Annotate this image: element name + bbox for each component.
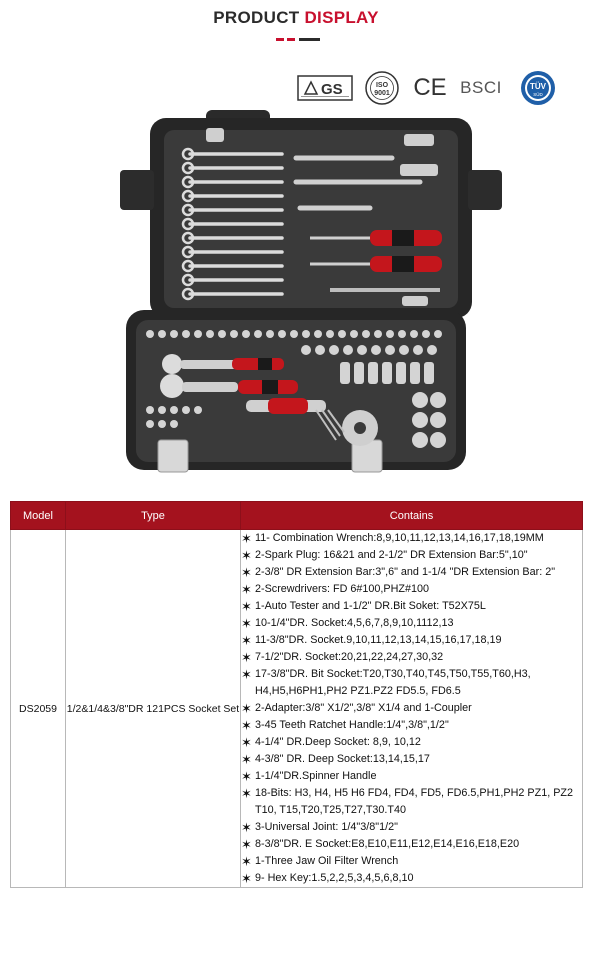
header-model: Model (11, 502, 66, 530)
list-item: ✶ 7-1/2"DR. Socket:20,21,22,24,27,30,32 (241, 650, 444, 665)
star-bullet-icon: ✶ (241, 531, 252, 546)
specification-table (10, 501, 583, 888)
star-bullet-icon: ✶ (241, 718, 252, 733)
bsci-logo: BSCI (460, 78, 502, 97)
svg-text:9001: 9001 (374, 90, 390, 97)
iso-9001-icon (362, 68, 402, 108)
table-row (11, 530, 583, 888)
title-word-display: DISPLAY (304, 8, 379, 27)
list-item: ✶ 1-Three Jaw Oil Filter Wrench (241, 854, 399, 869)
star-bullet-icon: ✶ (241, 548, 252, 563)
list-item: ✶ 3-45 Teeth Ratchet Handle:1/4",3/8",1/2" (241, 718, 449, 733)
gs-mark-icon (296, 68, 354, 108)
star-bullet-icon: ✶ (241, 786, 252, 801)
svg-text:ISO: ISO (375, 82, 389, 89)
list-item: ✶ 11-3/8"DR. Socket.9,10,11,12,13,14,15,16,17,18,19 (241, 633, 502, 648)
cell-model: DS2059 (11, 530, 66, 888)
underline-dash (276, 38, 284, 41)
table-header-row (11, 502, 583, 530)
star-bullet-icon: ✶ (241, 854, 252, 869)
star-bullet-icon: ✶ (241, 599, 252, 614)
list-item: ✶ 1-Auto Tester and 1-1/2" DR.Bit Soket: T52X75L (241, 599, 486, 614)
star-bullet-icon: ✶ (241, 616, 252, 631)
header-type: Type (66, 502, 241, 530)
header-contains: Contains (241, 502, 583, 530)
star-bullet-icon: ✶ (241, 837, 252, 852)
list-item: ✶ 3-Universal Joint: 1/4"3/8"1/2" (241, 820, 398, 835)
certification-logos (296, 68, 560, 108)
title-word-product: PRODUCT (213, 8, 300, 27)
tuv-sud-icon (518, 68, 558, 108)
list-item: ✶ 2-Adapter:3/8" X1/2",3/8" X1/4 and 1-Coupler (241, 701, 472, 716)
star-bullet-icon: ✶ (241, 752, 252, 767)
title-underline (276, 38, 320, 41)
list-item: ✶ 4-3/8" DR. Deep Socket:13,14,15,17 (241, 752, 430, 767)
ce-mark-icon: CE (413, 74, 447, 101)
svg-text:TÜV: TÜV (530, 82, 546, 91)
list-item: ✶ 4-1/4" DR.Deep Socket: 8,9, 10,12 (241, 735, 421, 750)
underline-bar (299, 38, 320, 41)
list-item: ✶ 9- Hex Key:1.5,2,2,5,3,4,5,6,8,10 (241, 871, 414, 886)
list-item: ✶ 2-Spark Plug: 16&21 and 2-1/2" DR Extension Bar:5",10" (241, 548, 528, 563)
list-item: ✶ 1-1/4"DR.Spinner Handle (241, 769, 377, 784)
star-bullet-icon: ✶ (241, 650, 252, 665)
star-bullet-icon: ✶ (241, 582, 252, 597)
svg-text:SÜD: SÜD (533, 92, 543, 97)
list-item: ✶ 2-Screwdrivers: FD 6#100,PHZ#100 (241, 582, 430, 597)
cell-type: 1/2&1/4&3/8"DR 121PCS Socket Set (66, 530, 241, 888)
svg-text:GS: GS (321, 81, 343, 98)
tool-case-illustration (0, 110, 592, 500)
list-item: ✶ 11- Combination Wrench:8,9,10,11,12,13,14,16,17,18,19MM (241, 531, 544, 546)
list-item: ✶ 8-3/8"DR. E Socket:E8,E10,E11,E12,E14,E16,E18,E20 (241, 837, 520, 852)
list-item: ✶ 18-Bits: H3, H4, H5 H6 FD4, FD4, FD5, FD6.5,PH1,PH2 PZ1, PZ2 T10, T15,T20,T25,T27,T30.T40 (241, 786, 574, 816)
list-item: ✶ 10-1/4"DR. Socket:4,5,6,7,8,9,10,1112,13 (241, 616, 454, 631)
star-bullet-icon: ✶ (241, 735, 252, 750)
product-photo (0, 110, 592, 500)
list-item: ✶ 17-3/8"DR. Bit Socket:T20,T30,T40,T45,T50,T55,T60,H3, H4,H5,H6PH1,PH2 PZ1.PZ2 FD5.5, FD6.5 (241, 667, 531, 697)
star-bullet-icon: ✶ (241, 701, 252, 716)
star-bullet-icon: ✶ (241, 565, 252, 580)
star-bullet-icon: ✶ (241, 820, 252, 835)
page-title (0, 8, 592, 28)
star-bullet-icon: ✶ (241, 769, 252, 784)
star-bullet-icon: ✶ (241, 667, 252, 682)
star-bullet-icon: ✶ (241, 633, 252, 648)
underline-dash (287, 38, 295, 41)
list-item: ✶ 2-3/8" DR Extension Bar:3",6" and 1-1/4 "DR Extension Bar: 2" (241, 565, 556, 580)
cell-contains (241, 530, 583, 888)
star-bullet-icon: ✶ (241, 871, 252, 886)
